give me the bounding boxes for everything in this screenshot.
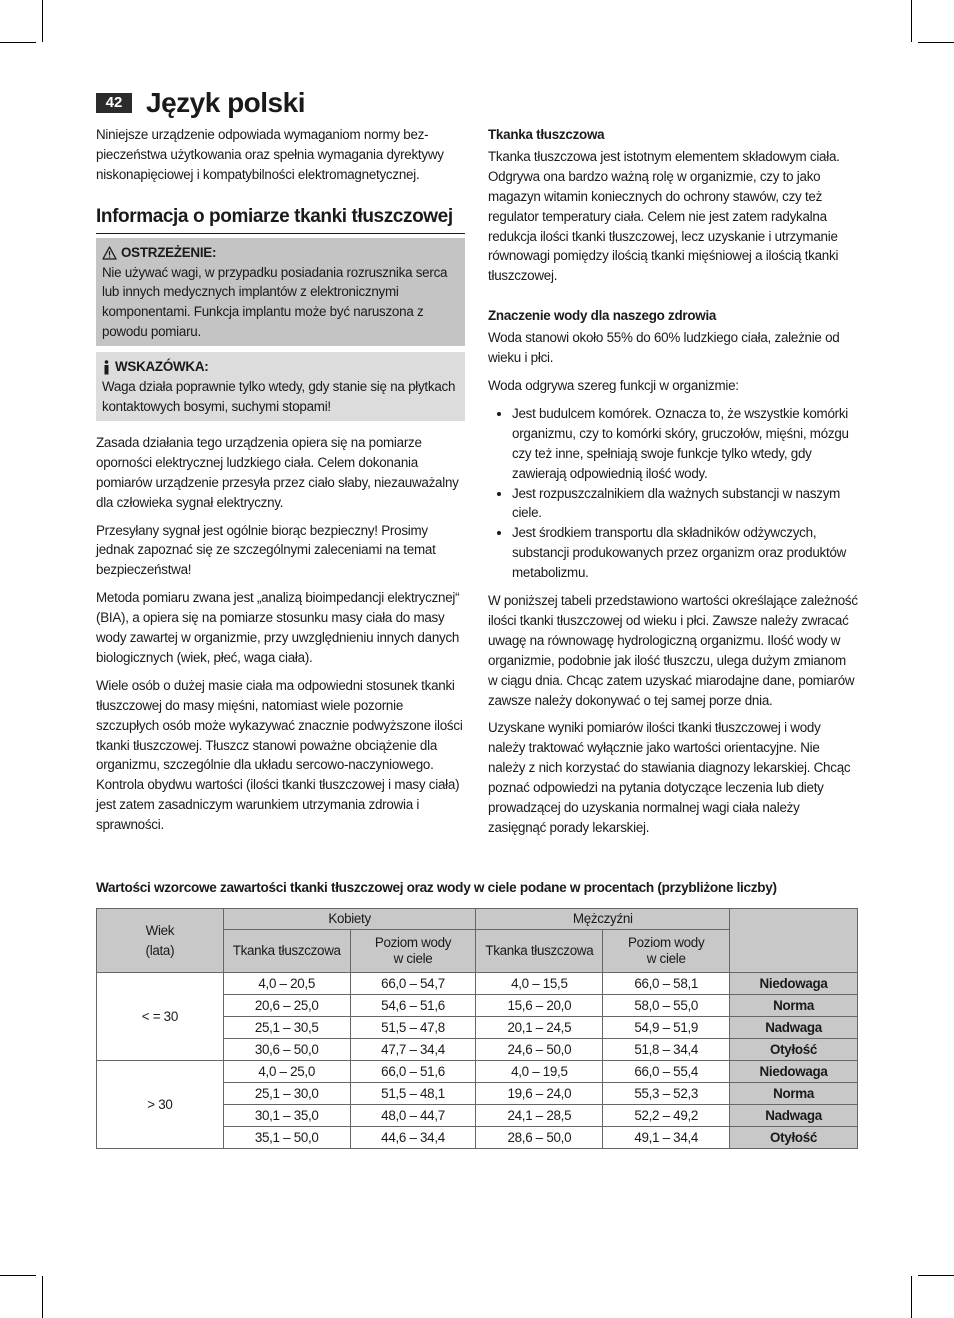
water-header-line1: Poziom wody [374,935,452,950]
list-item: • Jest środkiem transportu dla składników odżywczych, substancji produkowanych przez organizm oraz produktów metabolizmu. [512,523,858,583]
crop-mark [42,1276,43,1318]
water-header-line1: Poziom wody [628,935,705,950]
category-cell: Nadwaga [730,1017,858,1039]
water-paragraph: Woda stanowi około 55% do 60% ludzkiego ciała, zależnie od wieku i płci. [488,330,840,366]
women-fat-cell: 25,1 – 30,5 [223,1017,350,1039]
page-header [96,86,305,120]
crop-mark [918,42,954,43]
women-water-cell: 54,6 – 51,6 [350,995,476,1017]
warning-text: Nie używać wagi, w przypadku posiadania rozrusznika serca lub innych medycznych implantów z elektronicznymi komponentami. Funkcja implantu może być naruszona z powodu pomiaru. [102,264,448,340]
page-title: Język polski [146,87,305,118]
men-water-cell: 49,1 – 34,4 [603,1127,730,1149]
women-header: Kobiety [223,909,476,930]
category-cell: Nadwaga [730,1105,858,1127]
men-fat-cell: 24,6 – 50,0 [476,1039,603,1061]
fat-heading: Tkanka tłuszczowa [488,127,605,142]
body-paragraph: Wiele osób o dużej masie ciała ma odpowiedni stosunek tkanki tłuszczowej do masy mięśni, natomiast wiele pozornie szczupłych osób może wykazywać znacznie podwyższone ilości tkanki tłuszczowej. Tłuszcz stanowi poważne obciążenie dla organizmu, szczególnie dla układu sercowo-naczyniowego. Kontrola obydwu wartości (ilości tkanki tłuszczowej i masy ciała) jest zatem zasadniczym warunkiem utrzymania zdrowia i sprawności. [96,677,463,833]
warning-box [96,238,465,347]
age-header-line1: Wiek [145,922,175,938]
water-functions-list [488,404,858,583]
women-water-cell: 66,0 – 54,7 [350,973,476,995]
intro-paragraph: Niniejsze urządzenie odpowiada wymaganiom normy bezpieczeństwa użytkowania oraz spełnia wymagania dyrektywy niskonapięciowej i kompatybilności elektromagnetycznej. [96,127,444,182]
women-water-header [350,930,476,973]
men-fat-cell: 20,1 – 24,5 [476,1017,603,1039]
women-fat-cell: 35,1 – 50,0 [223,1127,350,1149]
men-water-cell: 66,0 – 58,1 [603,973,730,995]
men-water-cell: 52,2 – 49,2 [603,1105,730,1127]
women-water-cell: 48,0 – 44,7 [350,1105,476,1127]
table-row [97,973,858,995]
table-row [97,1061,858,1083]
women-fat-cell: 20,6 – 25,0 [223,995,350,1017]
men-fat-cell: 24,1 – 28,5 [476,1105,603,1127]
category-cell: Niedowaga [730,1061,858,1083]
men-fat-header: Tkanka tłuszczowa [476,930,603,973]
body-paragraph: Metoda pomiaru zwana jest „analizą bioimpedancji elektrycznej“ (BIA), a opiera się na pomiarze stosunku masy ciała do masy wody zawartej w organizmie, przy uwzględnieniu innych danych biologicznych (wiek, płeć, waga ciała). [96,590,460,665]
hint-box [96,352,465,421]
category-cell: Niedowaga [730,973,858,995]
water-functions-intro: Woda odgrywa szereg funkcji w organizmie: [488,377,739,393]
category-header [730,909,858,973]
body-paragraph: Zasada działania tego urządzenia opiera się na pomiarze oporności elektrycznej ludzkiego ciała. Celem dokonania pomiarów urządzenie przesyła przez ciało słaby, niezauważalny dla człowieka sygnał elektryczny. [96,434,459,510]
men-water-header [603,930,730,973]
hint-text: Waga działa poprawnie tylko wtedy, gdy stanie się na płytkach kontaktowych bosymi, suchymi stopami! [102,379,456,414]
fat-paragraph: Tkanka tłuszczowa jest istotnym elementem składowym ciała. Odgrywa ona bardzo ważną rolę w organizmie, czy to jako magazyn witamin koniecznych do ochrony stawów, czy też regulator temperatury ciała. Celem nie jest zatem radykalna redukcja ilości tkanki tłuszczowej, lecz uzyskanie i utrzymanie równowagi pomiędzy ilością tkanki mięśniowej a ilością tkanki tłuszczowej. [488,148,840,284]
men-water-cell: 54,9 – 51,9 [603,1017,730,1039]
table-caption: Wartości wzorcowe zawartości tkanki tłuszczowej oraz wody w ciele podane w procentach (przybliżone liczby) [96,880,777,895]
men-fat-cell: 28,6 – 50,0 [476,1127,603,1149]
crop-mark [911,1276,912,1318]
reference-table [96,908,858,1149]
category-cell: Otyłość [730,1127,858,1149]
body-paragraph: W poniższej tabeli przedstawiono wartości określające zależność ilości tkanki tłuszczowej od wieku i płci. Zawsze należy zwracać uwagę na równowagę hydrologiczną organizmu. Ilość wody w organizmie, podobnie jak ilość tłuszczu, ulega dużym zmianom w ciągu dnia. Chcąc zatem uzyskać miarodajne dane, pomiarów zawsze należy dokonywać o tej samej porze dnia. [488,593,858,708]
age-header-line2: (lata) [145,942,175,958]
women-fat-cell: 4,0 – 20,5 [223,973,350,995]
men-fat-cell: 15,6 – 20,0 [476,995,603,1017]
crop-mark [0,1275,36,1276]
category-cell: Norma [730,1083,858,1105]
women-fat-cell: 30,6 – 50,0 [223,1039,350,1061]
water-header-line2: w ciele [393,951,433,966]
women-fat-cell: 30,1 – 35,0 [223,1105,350,1127]
body-paragraph: Uzyskane wyniki pomiarów ilości tkanki tłuszczowej i wody należy traktować wyłącznie jako wartości orientacyjne. Nie należy z nich korzystać do stawiania diagnozy lekarskiej. Chcąc poznać odpowiedzi na pytania dotyczące leczenia lub diety prowadzącej do uzyskania normalnej wagi ciała należy zasięgnąć porady lekarskiej. [488,720,851,835]
women-water-cell: 51,5 – 48,1 [350,1083,476,1105]
crop-mark [0,42,36,43]
women-fat-cell: 4,0 – 25,0 [223,1061,350,1083]
crop-mark [918,1275,954,1276]
warning-title: OSTRZEŻENIE: [121,244,217,260]
left-column [96,125,465,843]
men-fat-cell: 19,6 – 24,0 [476,1083,603,1105]
women-fat-header: Tkanka tłuszczowa [223,930,350,973]
warning-triangle-icon [102,246,117,260]
age-group-cell: > 30 [97,1061,224,1149]
men-header: Mężczyźni [476,909,730,930]
right-column [488,125,858,846]
water-heading: Znaczenie wody dla naszego zdrowia [488,308,717,324]
men-water-cell: 66,0 – 55,4 [603,1061,730,1083]
women-water-cell: 47,7 – 34,4 [350,1039,476,1061]
category-cell: Otyłość [730,1039,858,1061]
age-group-cell: < = 30 [97,973,224,1061]
hint-title: WSKAZÓWKA: [115,359,209,375]
body-paragraph: Przesyłany sygnał jest ogólnie biorąc bezpieczny! Prosimy jednak zapoznać się ze szczególnymi zaleceniami na temat bezpieczeństwa! [96,522,436,578]
women-water-cell: 51,5 – 47,8 [350,1017,476,1039]
men-fat-cell: 4,0 – 15,5 [476,973,603,995]
women-water-cell: 44,6 – 34,4 [350,1127,476,1149]
crop-mark [911,0,912,42]
crop-mark [42,0,43,42]
list-item: • Jest budulcem komórek. Oznacza to, że wszystkie komórki organizmu, czy to komórki skóry, gruczołów, mięśni, mózgu czy też inne, spełniają swoje funkcje tylko wtedy, gdy zawierają odpowiednią ilość wody. [512,404,858,484]
men-water-cell: 55,3 – 52,3 [603,1083,730,1105]
page-number: 42 [96,93,132,113]
age-header [97,909,224,973]
women-water-cell: 66,0 – 51,6 [350,1061,476,1083]
men-fat-cell: 4,0 – 19,5 [476,1061,603,1083]
women-fat-cell: 25,1 – 30,0 [223,1083,350,1105]
men-water-cell: 51,8 – 34,4 [603,1039,730,1061]
section-heading: Informacja o pomiarze tkanki tłuszczowej [96,207,465,234]
list-item: • Jest rozpuszczalnikiem dla ważnych substancji w naszym ciele. [512,484,858,524]
info-icon [102,360,111,375]
water-header-line2: w ciele [646,951,686,966]
category-cell: Norma [730,995,858,1017]
men-water-cell: 58,0 – 55,0 [603,995,730,1017]
